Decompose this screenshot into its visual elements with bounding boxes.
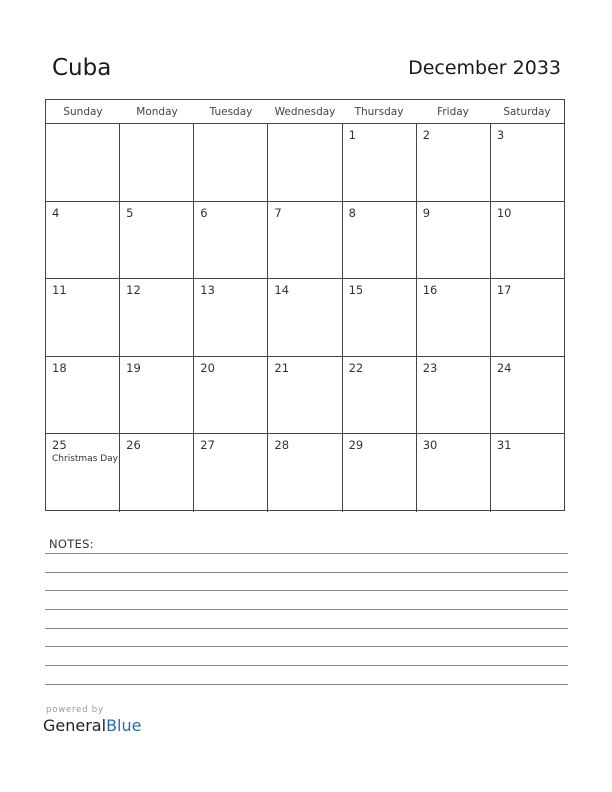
weekday-monday: Monday	[136, 106, 178, 118]
day-cell	[343, 434, 417, 512]
week-row	[46, 124, 564, 202]
day-cell	[491, 124, 564, 201]
day-number: 17	[496, 283, 512, 297]
day-number: 29	[348, 438, 364, 452]
day-cell	[417, 124, 491, 201]
day-number: 31	[496, 438, 512, 452]
weekday-thursday: Thursday	[354, 106, 404, 118]
day-number: 5	[126, 205, 134, 220]
day-number: 25	[52, 438, 67, 452]
notes-line	[45, 646, 568, 647]
week-row	[46, 279, 564, 357]
day-cell	[268, 357, 342, 434]
day-cell	[343, 202, 417, 279]
day-cell	[491, 434, 564, 512]
day-cell	[343, 357, 417, 434]
day-cell	[194, 124, 268, 201]
notes-line	[45, 665, 568, 666]
day-cell	[268, 202, 342, 279]
notes-line	[45, 553, 568, 554]
day-cell	[417, 202, 491, 279]
day-cell	[194, 202, 268, 279]
day-number: 2	[422, 128, 431, 142]
day-cell	[417, 279, 491, 356]
day-number: 20	[200, 360, 215, 375]
day-number: 9	[422, 205, 431, 220]
day-number: 14	[274, 283, 290, 297]
brand-blue: Blue	[106, 716, 142, 735]
day-cell	[120, 279, 194, 356]
day-cell	[491, 357, 564, 434]
day-cell	[46, 434, 120, 512]
day-cell	[268, 124, 342, 201]
day-number: 10	[496, 205, 512, 220]
day-cell	[46, 279, 120, 356]
day-cell	[120, 124, 194, 201]
day-cell	[46, 202, 120, 279]
day-number: 1	[348, 128, 356, 142]
weekday-header	[46, 100, 564, 124]
day-cell	[491, 202, 564, 279]
day-cell	[417, 434, 491, 512]
notes-line	[45, 609, 568, 610]
day-number: 15	[348, 283, 364, 297]
calendar-weeks	[46, 124, 564, 512]
day-number: 4	[52, 205, 60, 220]
day-number: 19	[126, 360, 141, 375]
weekday-tuesday: Tuesday	[209, 106, 253, 118]
day-number: 27	[200, 438, 215, 452]
day-cell	[194, 357, 268, 434]
powered-by-text: powered by	[46, 705, 104, 715]
day-number: 7	[274, 205, 282, 220]
day-cell	[46, 357, 120, 434]
notes-label: NOTES:	[49, 537, 94, 551]
generalblue-logo	[43, 716, 141, 735]
day-number: 6	[200, 205, 208, 220]
day-cell	[343, 124, 417, 201]
day-number: 23	[422, 360, 438, 375]
day-number: 12	[126, 283, 141, 297]
day-number: 8	[348, 205, 356, 220]
country-title: Cuba	[52, 55, 112, 81]
calendar-grid	[45, 99, 565, 511]
notes-line	[45, 684, 568, 685]
day-cell	[491, 279, 564, 356]
week-row	[46, 357, 564, 435]
week-row	[46, 434, 564, 512]
day-cell	[120, 202, 194, 279]
day-cell	[120, 357, 194, 434]
day-number: 18	[52, 360, 67, 375]
day-number: 16	[422, 283, 438, 297]
day-cell	[194, 279, 268, 356]
day-number: 22	[348, 360, 364, 375]
day-number: 13	[200, 283, 215, 297]
day-number: 24	[496, 360, 512, 375]
weekday-sunday: Sunday	[63, 106, 103, 118]
week-row	[46, 202, 564, 280]
day-cell	[268, 279, 342, 356]
day-cell	[46, 124, 120, 201]
day-cell	[417, 357, 491, 434]
notes-line	[45, 590, 568, 591]
notes-line	[45, 628, 568, 629]
weekday-saturday: Saturday	[503, 106, 551, 118]
notes-line	[45, 572, 568, 573]
day-number: 30	[422, 438, 438, 452]
day-number: 28	[274, 438, 290, 452]
holiday-label: Christmas Day	[52, 454, 119, 464]
brand-general: General	[43, 716, 107, 735]
month-year-title: December 2033	[408, 57, 561, 79]
weekday-wednesday: Wednesday	[274, 106, 336, 118]
day-number: 11	[52, 283, 67, 297]
day-cell	[343, 279, 417, 356]
day-cell	[268, 434, 342, 512]
day-cell	[194, 434, 268, 512]
day-cell	[120, 434, 194, 512]
day-number: 3	[496, 128, 505, 142]
weekday-friday: Friday	[437, 106, 469, 118]
day-number: 21	[274, 360, 290, 375]
day-number: 26	[126, 438, 141, 452]
